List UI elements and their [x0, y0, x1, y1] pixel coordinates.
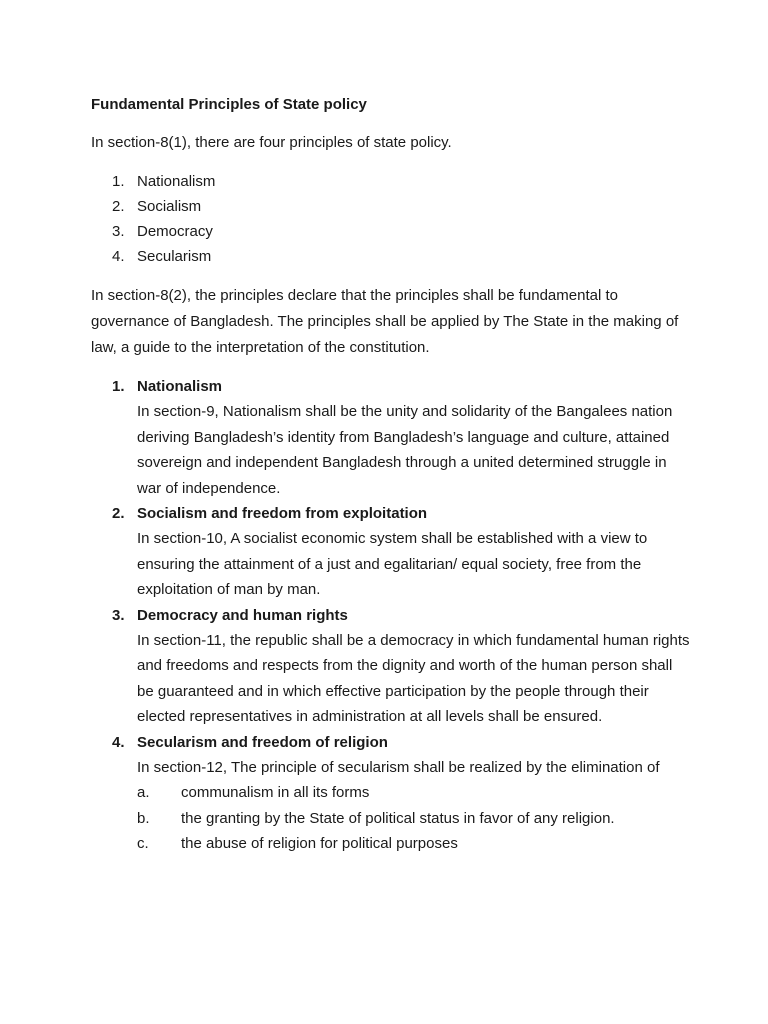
heading-text: Secularism and freedom of religion — [137, 733, 388, 751]
list-label: Socialism — [137, 198, 202, 215]
principle-heading — [91, 501, 691, 526]
intro-paragraph: In section-8(1), there are four principles of state policy. — [91, 134, 452, 151]
sub-text: the granting by the State of political status in favor of any religion. — [181, 809, 615, 827]
principle-section-socialism — [91, 501, 691, 603]
list-item — [137, 831, 691, 857]
principle-body: In section-9, Nationalism shall be the unity and solidarity of the Bangalees nation deriving Bangladesh’s identity from Bangladesh’s language and culture, attained sovereign and independent Bangladesh through a united determined struggle in war of independence. — [137, 403, 673, 497]
list-item — [91, 171, 215, 196]
list-number: 4. — [112, 248, 125, 265]
list-number: 1. — [112, 173, 125, 190]
sub-letter: a. — [137, 784, 150, 801]
list-label: Nationalism — [137, 173, 216, 190]
principle-body: In section-10, A socialist economic system shall be established with a view to ensuring the attainment of a just and egalitarian/ equal society, free from the exploitation of man by man. — [137, 530, 648, 598]
list-item — [91, 221, 215, 246]
principle-section-nationalism — [91, 374, 691, 501]
principle-heading — [91, 730, 691, 755]
sub-letter: c. — [137, 835, 149, 852]
heading-text: Nationalism — [137, 378, 223, 395]
list-item — [137, 780, 691, 806]
list-number: 2. — [112, 505, 125, 522]
principle-heading — [91, 374, 691, 399]
document-title: Fundamental Principles of State policy — [91, 96, 367, 113]
principles-list — [91, 171, 215, 271]
principle-section-secularism — [91, 730, 691, 857]
sub-letter: b. — [137, 809, 150, 827]
list-number: 3. — [112, 223, 125, 240]
list-item — [91, 246, 215, 271]
section-8-2-paragraph: In section-8(2), the principles declare that the principles shall be fundamental to governance of Bangladesh. The principles shall be applied by The State in the making of law, a guide to the interpretation of the constitution. — [91, 287, 679, 356]
list-label: Secularism — [137, 248, 212, 265]
list-number: 4. — [112, 733, 125, 751]
principle-body: In section-12, The principle of secularism shall be realized by the elimination of — [137, 758, 660, 776]
sub-text: the abuse of religion for political purposes — [181, 835, 458, 852]
principle-body: In section-11, the republic shall be a democracy in which fundamental human rights and freedoms and respects from the dignity and worth of the human person shall be guaranteed and in which effective participation by the people through their elected representatives in administration at all levels shall be ensured. — [137, 631, 690, 725]
principles-detail-list — [91, 374, 691, 857]
list-number: 1. — [112, 378, 125, 395]
list-number: 3. — [112, 606, 125, 624]
list-number: 2. — [112, 198, 125, 215]
list-label: Democracy — [137, 223, 213, 240]
secularism-sub-list — [91, 780, 691, 857]
heading-text: Socialism and freedom from exploitation — [137, 505, 428, 522]
list-item — [91, 196, 215, 221]
heading-text: Democracy and human rights — [137, 606, 348, 624]
principle-heading — [91, 603, 691, 628]
sub-text: communalism in all its forms — [181, 784, 370, 801]
principle-section-democracy — [91, 603, 691, 730]
list-item — [137, 806, 691, 832]
